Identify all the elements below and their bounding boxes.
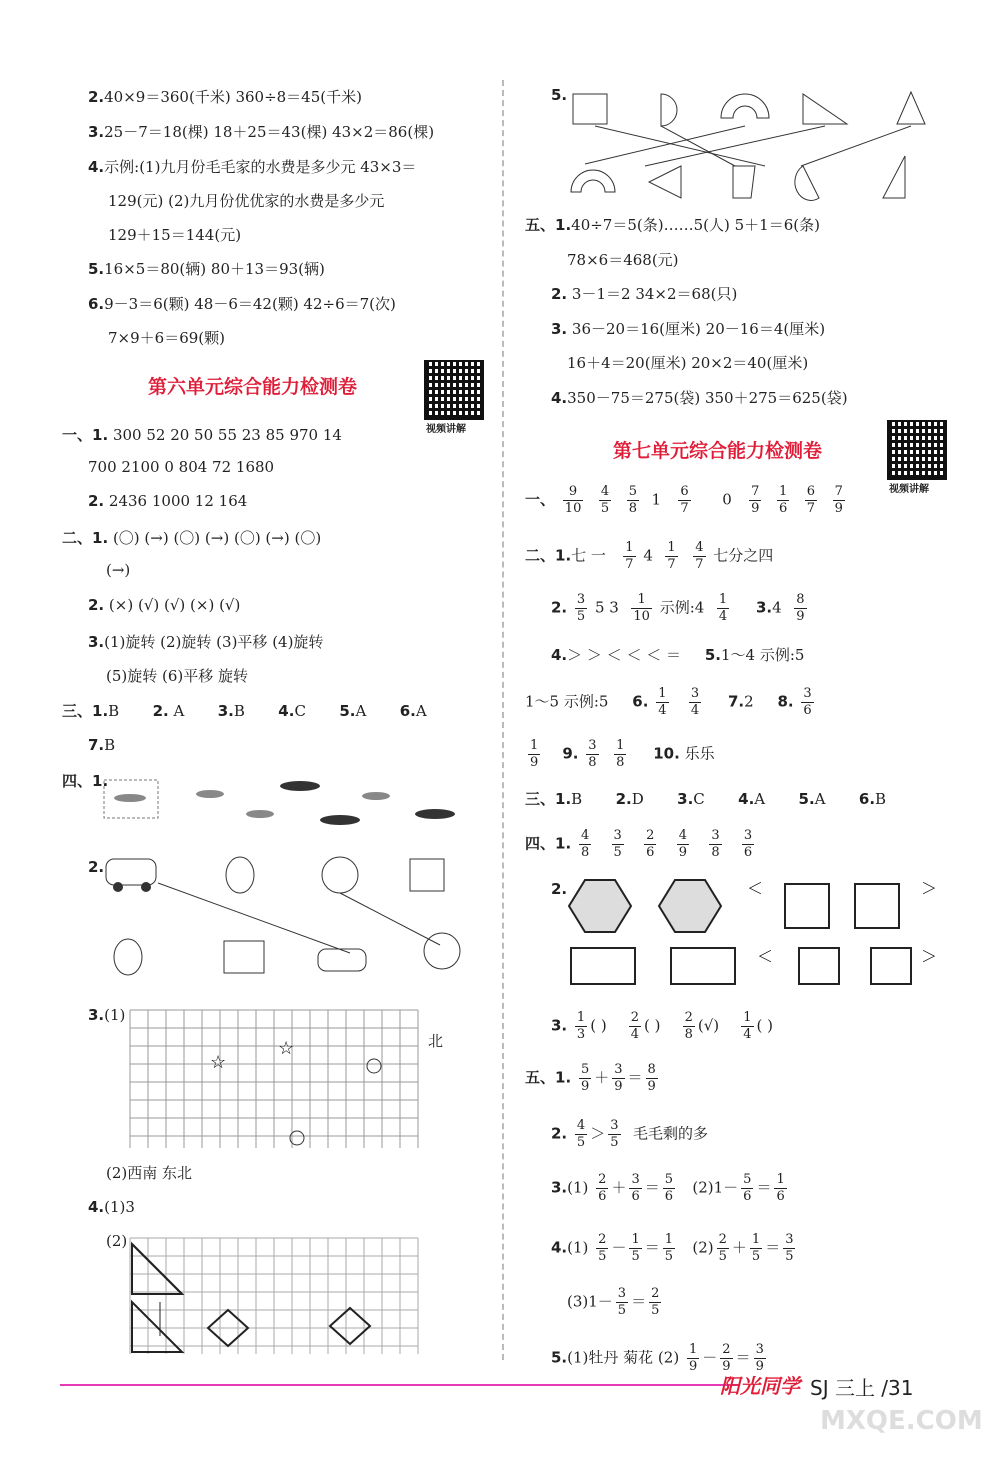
- page-number: SJ 三上 /31: [810, 1376, 914, 1400]
- answer-line: 4.(1) $\frac{2}{5}$ － $\frac{1}{5}$ ＝ $\frac{1}{5}$ (2) $\frac{2}{5}$ ＋ $\frac{1}{5}$ ＝ $\frac{3}{5}$: [551, 1232, 794, 1264]
- qr-caption: 视频讲解: [426, 424, 466, 435]
- answer-line: 5.16×5＝80(辆) 80＋13＝93(辆): [88, 260, 325, 278]
- answer-line: 3.25－7＝18(棵) 18＋25＝43(棵) 43×2＝86(棵): [88, 123, 435, 141]
- svg-text:＜: ＜: [747, 879, 764, 898]
- watermark: MXQE.COM: [820, 1406, 983, 1436]
- answer-line: 2. $\frac{3}{5}$ 5 3 $\frac{1}{10}$ 示例:4 $\frac{1}{4}$ 3.4 $\frac{8}{9}$: [551, 592, 805, 624]
- svg-text:＞: ＞: [921, 947, 938, 966]
- answer-line: 2. $\frac{4}{5}$ ＞ $\frac{3}{5}$ 毛毛剩的多: [551, 1118, 709, 1150]
- answer-line: 2. 2436 1000 12 164: [88, 492, 248, 510]
- grid-map-figure: [130, 1010, 420, 1150]
- fraction-shapes-figure: [567, 876, 947, 986]
- section-title-unit6: 第六单元综合能力检测卷: [148, 376, 358, 398]
- answer-line: 4.示例:(1)九月份毛毛家的水费是多少元 43×3＝: [88, 158, 417, 176]
- answer-line: 16＋4＝20(厘米) 20×2＝40(厘米): [567, 354, 809, 372]
- answer-line: 78×6＝468(元): [567, 251, 679, 269]
- svg-text:☆: ☆: [278, 1038, 295, 1059]
- views-matching-figure: [100, 845, 480, 985]
- answer-line: $\frac{1}{9}$ 9. $\frac{3}{8}$ $\frac{1}{8}$ 10. 乐乐: [530, 738, 715, 770]
- answer-line: 1～5 示例:5 6. $\frac{1}{4}$ $\frac{3}{4}$ 7.2 8. $\frac{3}{6}$: [525, 686, 812, 718]
- shape-matching-figure: [565, 86, 955, 206]
- answer-line: (2): [106, 1232, 128, 1250]
- answer-line: 3. 36－20＝16(厘米) 20－16＝4(厘米): [551, 320, 826, 338]
- answer-line: 4.＞ ＞ ＜ ＜ ＜ ＝ 5.1～4 示例:5: [551, 646, 805, 664]
- column-divider: [502, 80, 504, 1360]
- answer-line: (3)1－ $\frac{3}{5}$ ＝ $\frac{2}{5}$: [567, 1286, 660, 1318]
- answer-line: 一、1. 300 52 20 50 55 23 85 970 14: [62, 426, 342, 444]
- answer-line: 6.9－3＝6(颗) 48－6＝42(颗) 42÷6＝7(次): [88, 295, 396, 313]
- airplanes-figure: [100, 770, 480, 830]
- footer-rule: [60, 1384, 740, 1386]
- answer-line: 四、1. $\frac{4}{8}$ $\frac{3}{5}$ $\frac{2}{6}$ $\frac{4}{9}$ $\frac{3}{8}$ $\frac{3}{6}$: [525, 828, 753, 860]
- answer-line: 2.40×9＝360(千米) 360÷8＝45(千米): [88, 88, 362, 106]
- answer-line: 700 2100 0 804 72 1680: [88, 458, 275, 476]
- north-label: 北: [428, 1032, 444, 1050]
- brand-logo: 阳光同学: [720, 1374, 800, 1398]
- qr-code-icon[interactable]: [424, 360, 484, 420]
- grid-shapes-figure: [130, 1238, 420, 1358]
- answer-line: 3.(1) $\frac{2}{6}$ ＋ $\frac{3}{6}$ ＝ $\frac{5}{6}$ (2)1－ $\frac{5}{6}$ ＝ $\frac{1}{6}$: [551, 1172, 785, 1204]
- qr-caption: 视频讲解: [889, 484, 929, 495]
- answer-line: 2.: [551, 880, 568, 898]
- answer-line: 4.350－75＝275(袋) 350＋275＝625(袋): [551, 389, 848, 407]
- section-title-unit7: 第七单元综合能力检测卷: [613, 440, 823, 462]
- answer-line: 3.(1)旋转 (2)旋转 (3)平移 (4)旋转: [88, 633, 324, 651]
- svg-text:＞: ＞: [921, 879, 938, 898]
- qr-code-icon[interactable]: [887, 420, 947, 480]
- answer-line: 4.(1)3: [88, 1198, 135, 1216]
- answer-line: 129＋15＝144(元): [108, 226, 242, 244]
- answer-line: 三、1.B 2.D 3.C 4.A 5.A 6.B: [525, 790, 887, 808]
- answer-line: 2. (×) (√) (√) (×) (√): [88, 596, 241, 614]
- answer-line: 一、 $\frac{9}{10}$ $\frac{4}{5}$ $\frac{5}{8}$ 1 $\frac{6}{7}$ 0 $\frac{7}{9}$ $\frac{1}{6}$ $\frac{6}{7}$ $\frac{7}{9}$: [525, 484, 843, 516]
- answer-line: 129(元) (2)九月份优优家的水费是多少元: [108, 192, 385, 210]
- answer-line: 5.(1)牡丹 菊花 (2) $\frac{1}{9}$ － $\frac{2}{9}$ ＝ $\frac{3}{9}$: [551, 1342, 764, 1374]
- answer-line: 四、1.: [62, 772, 109, 790]
- answer-line: 二、1. (〇) (→) (〇) (→) (〇) (→) (〇): [62, 529, 322, 547]
- answer-line: 三、1.B 2. A 3.B 4.C 5.A 6.A: [62, 702, 427, 720]
- answer-line: 五、1.40÷7＝5(条)……5(人) 5＋1＝6(条): [525, 216, 820, 234]
- svg-text:＜: ＜: [757, 947, 774, 966]
- answer-line: (5)旋转 (6)平移 旋转: [106, 667, 249, 685]
- answer-line: 7.B: [88, 736, 116, 754]
- answer-line: 5.: [551, 86, 568, 104]
- answer-line: 二、1.七 一 $\frac{1}{7}$ 4 $\frac{1}{7}$ $\frac{4}{7}$ 七分之四: [525, 540, 774, 572]
- answer-line: 3.(1): [88, 1006, 126, 1024]
- svg-text:☆: ☆: [210, 1052, 227, 1073]
- answer-line: 2.: [88, 858, 105, 876]
- answer-line: 3. $\frac{1}{3}$ ( ) $\frac{2}{4}$ ( ) $\frac{2}{8}$ (√) $\frac{1}{4}$ ( ): [551, 1010, 773, 1042]
- answer-line: 7×9＋6＝69(颗): [108, 329, 225, 347]
- answer-line: 2. 3－1＝2 34×2＝68(只): [551, 285, 738, 303]
- answer-line: 五、1. $\frac{5}{9}$ ＋ $\frac{3}{9}$ ＝ $\frac{8}{9}$: [525, 1062, 656, 1094]
- answer-line: (2)西南 东北: [106, 1164, 193, 1182]
- answer-line: (→): [106, 561, 131, 579]
